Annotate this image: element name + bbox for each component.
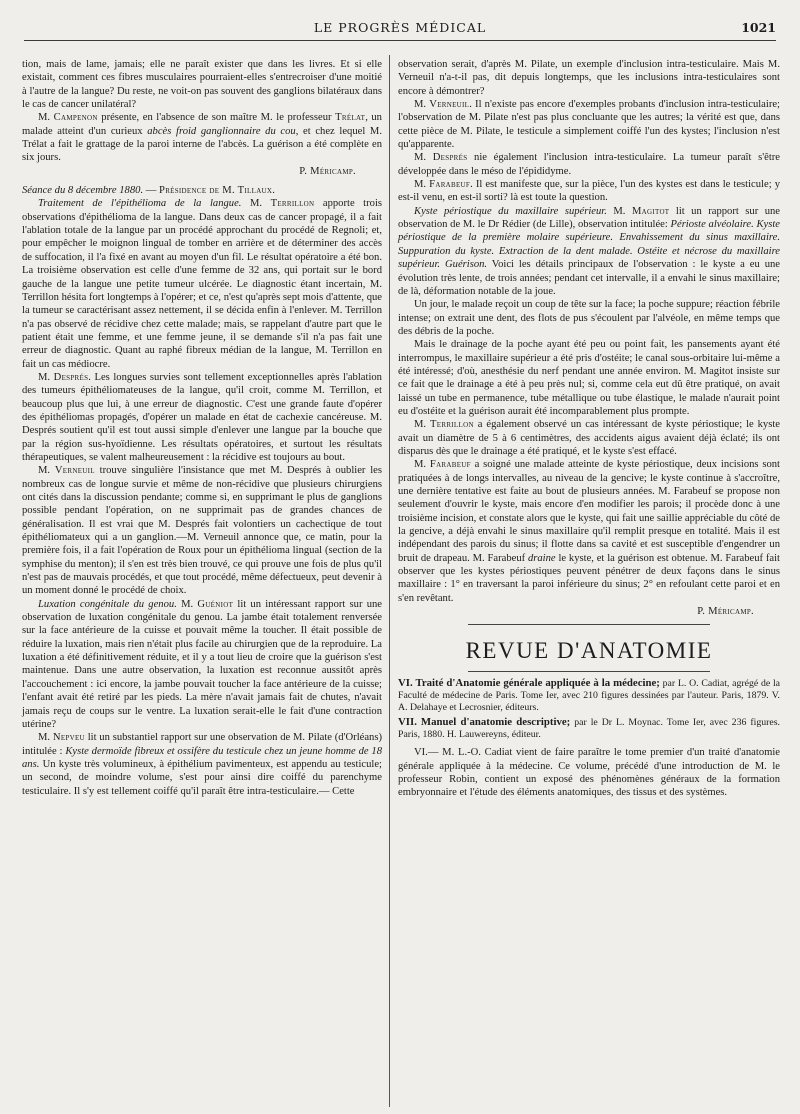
session-heading: Séance du 8 décembre 1880. — Présidence de M. Tillaux.: [22, 185, 276, 197]
left-column: [22, 58, 382, 798]
paragraph: M. Verneuil. Il n'existe pas encore d'exemples probants d'inclusion intra-testiculaire; l'observation de M. Pilate n'est pas plus concluante que les autres; la vérité est que, dans cette pièce de M. Pilate, le testicule a simplement coiffé l'un des kystes; l'inclusion n'est qu'apparente.: [398, 99, 781, 151]
paragraph: M. Terrillon a également observé un cas intéressant de kyste périostique; le kyste avait un diamètre de 5 à 6 centimètres, des accidents aigus avaient déjà éclaté; ils ont disparus dès que le drainage a été pratiqué, et le kyste s'est effacé.: [398, 419, 780, 457]
author-name: Després: [53, 371, 89, 383]
bibliography-entry: VI. Traité d'Anatomie générale appliquée à la médecine; par L. O. Cadiat, agrégé de la Faculté de médecine de Paris. Tome Ier, avec 210 figures dessinées par l'auteur. Paris, 1879. V. A. Delahaye et Lecrosnier, éditeurs.: [398, 677, 781, 714]
paragraph: M. Nepveu lit un substantiel rapport sur une observation de M. Pilate (d'Orléans) intitulée : Kyste dermoïde fibreux et ossifère du testicule chez un jeune homme de 18 ans. Un kyste très volumineux, à épithélium pavimenteux, est appendu au testicule; un second, de moindre volume, s'est pour ainsi dire coiffé du parenchyme testiculaire. Il s'y est tellement coiffé qu'il paraît être intra-testiculaire.— Cette: [22, 732, 382, 797]
section-title: REVUE D'ANATOMIE: [465, 638, 713, 664]
paragraph: Luxation congénitale du genou. M. Guéniot lit un intéressant rapport sur une observation de luxation congénitale du genou. La jambe était totalement renversée sur la face antérieure de la cuisse et pouvait même la toucher. Il était possible de réduire la luxation, mais rien n'était plus facile au chirurgien que de la reproduire. La luxation a été définitivement réduite, et il y a tout lieu de croire que la guérison s'est maintenue. Dans une autre observation, la luxation est reconnue aussitôt après l'accouchement : ici encore, la jambe pouvait toucher la face antérieure de la cuisse; l'enfant avait été retiré par les pieds. La mère n'avait jamais fait de chutes, n'avait jamais reçu de coups sur le ventre. La luxation serait-elle le fait d'une contraction utérine?: [22, 598, 382, 730]
author-name: Verneuil: [54, 465, 95, 477]
author-name: Després: [432, 152, 468, 164]
paragraph: VI.— M. L.-O. Cadiat vient de faire paraître le tome premier d'un traité d'anatomie générale appliquée à la médecine. Ce volume, précédé d'une introduction de M. le professeur Robin, contient un exposé des phénomènes généraux de la formation embryonnaire et l'étude des éléments anatomiques, des tissus et des systèmes.: [398, 747, 780, 799]
author-name: Farabeuf: [429, 179, 471, 191]
paragraph: M. Campenon présente, en l'absence de son maître M. le professeur Trélat, un malade atteint d'un curieux abcès froid ganglionnaire du cou, et chez lequel M. Trélat a fait le grattage de la paroi interne de l'abcès. La guérison a été complète en six jours.: [22, 112, 382, 164]
paragraph: tion, mais de lame, jamais; elle ne paraît exister que dans les livres. Et si elle existait, comment ces fibres musculaires pourraient-elles s'entrecroiser d'une moitié à l'autre de la langue? Du reste, ne voit-on pas souvent des ganglions bilatéraux dans le cas de cancer unilatéral?: [22, 59, 382, 111]
paragraph: M. Farabeuf a soigné une malade atteinte de kyste périostique, deux incisions sont pratiquées à de longs intervalles, au niveau de la gencive; le kyste continue à s'accroître, une dernière tentative est faite au bout de plusieurs années. M. Farabeuf se propose non seulement d'ouvrir le kyste, mais encore d'en modifier les parois; il procède donc à une troisième incision, et constate alors que le kyste, qui fait une saillie appréciable du côté de la gencive, a déjà envahi le sinus maxillaire qu'il remplit presque en totalité. Mais il est indépendant des parois du sinus; il flotte dans sa cavité et est susceptible d'engendrer un bruit de drapeau. M. Farabeuf draine le kyste, et la guérison est obtenue. M. Farabeuf fait observer que les kystes périostiques peuvent pénétrer de deux façons dans le sinus maxillaire : 1° en traversant la paroi inférieure du sinus; 2° en refoulant cette paroi et en s'en revêtant.: [398, 459, 780, 604]
page-header: [24, 18, 776, 41]
page-number: 1021: [741, 20, 776, 35]
section-rule: [468, 624, 710, 625]
paragraph: observation serait, d'après M. Pilate, un exemple d'inclusion intra-testiculaire. Mais M. Verneuil n'a-t-il pas, dit depuis longtemps, que les inclusions intra-testiculaires sont encore à démontrer?: [398, 59, 780, 97]
author-name: Magitot: [631, 205, 670, 217]
author-name: Terrillon: [430, 419, 474, 431]
paragraph: M. Farabeuf. Il est manifeste que, sur la pièce, l'un des kystes est dans le testicule; y est-il venu, en est-il sorti? là est toute la question.: [398, 179, 780, 204]
section-rule: [468, 671, 710, 672]
signature: P. Méricamp.: [697, 606, 754, 618]
paragraph: M. Verneuil trouve singulière l'insistance que met M. Després à oublier les nombreux cas de longue survie et même de non-récidive que plusieurs chirurgiens ont cités dans la discussion pendante; comme si, en supprimant le plus de ganglions possible pendant l'opération, on ne supprimait pas de grandes chances de généralisation. Il est vrai que M. Després fait volontiers un cachectique de tout épithéliomateux qui a un ganglion.—M. Verneuil annonce que, ce matin, pour la première fois, il a fait l'opération de Roux pour un épithélioma lingual (section de la symphise du menton); il s'en est très bien trouvé, ce qui prouve une fois de plus qu'il n'est pas de mauvais procédés, et que tout procédé, même défectueux, peut devenir à un moment donné le procédé de choix.: [22, 465, 382, 597]
paragraph: M. Després. Les longues survies sont tellement exceptionnelles après l'ablation des tumeurs épithéliomateuses de la langue, qu'il croit, comme M. Terrillon, et beaucoup plus que lui, à une erreur de diagnostic. C'est une grande faute d'opérer des épithéliomas propagés, d'opérer un malade en état de cachexie cancéreuse. M. Després soutient qu'il est tout aussi simple d'enlever une langue par la bouche que par la région sus-hyoïdienne. Les résultats opératoires, et surtout les résultats thérapeutiques, se valent malheureusement : la récidive est toujours au bout.: [22, 371, 382, 463]
author-name: Campenon: [53, 112, 98, 124]
signature: P. Méricamp.: [299, 165, 356, 177]
author-name: Nepveu: [52, 732, 85, 744]
author-name: Guéniot: [197, 598, 234, 610]
paragraph: Un jour, le malade reçoit un coup de tête sur la face; la poche suppure; réaction fébrile intense; on extrait une dent, des flots de pus s'écoulent par l'alvéole, en même temps que des débris de la poche.: [398, 299, 780, 337]
bibliography-entry: VII. Manuel d'anatomie descriptive; par le Dr L. Moynac. Tome Ier, avec 236 figures. Paris, 1880. H. Lauwereyns, éditeur.: [398, 715, 780, 740]
right-column: [398, 58, 780, 800]
paragraph: Kyste périostique du maxillaire supérieur. M. Magitot lit un rapport sur une observation de M. le Dr Rédier (de Lille), observation intitulée: Périoste alvéolaire. Kyste périostique de la première molaire supérieure. Envahissement du sinus maxillaire. Suppuration du kyste. Extraction de la dent malade. Ostéite et nécrose du maxillaire supérieur. Guérison. Voici les détails principaux de l'observation : le kyste a eu une évolution très lente, de trois années; pendant cet intervalle, il a envahi le sinus maxillaire; de là, déformation notable de la joue.: [398, 205, 781, 297]
author-name: Verneuil: [429, 99, 470, 111]
column-divider: [389, 55, 390, 1107]
paragraph: Traitement de l'épithélioma de la langue. M. Terrillon apporte trois observations d'épithélioma de la langue. Dans deux cas de cancer propagé, il a fait l'ablation totale de la langue par un procédé approchant du procédé de Regnoli; et, pour empêcher le moignon lingual de tomber en arrière et de déterminer des accès de suffocation, il l'a fixé en avant au moyen d'un fil. Le résultat opératoire a été bon. La troisième observation est celle d'une femme de 32 ans, qui portait sur le bord gauche de la langue une petite tumeur ulcérée. Le diagnostic étant incertain, M. Terrillon hésita fort longtemps à l'opérer; et ce, n'est qu'après sept mois d'attente, que la tumeur se caractérisant assez nettement, il se décida enfin à l'enlever. M. Terrillon n'a pas observé de récidive chez cette malade; mais, se rappelant d'autre part que le patient était une femme, et une femme jeune, il se demande s'il n'a pas fait une erreur de diagnostic. Quant au raphé fibreux médian de la langue, M. Terrillon en fait un cas médiocre.: [22, 198, 383, 370]
running-title: LE PROGRÈS MÉDICAL: [313, 20, 487, 35]
author-name: Trélat: [335, 112, 366, 124]
author-name: Terrillon: [270, 198, 315, 210]
paragraph: Mais le drainage de la poche ayant été peu ou point fait, les pansements ayant été interrompus, le maxillaire supérieur a été pris d'ostéite; le canal sous-orbitaire lui-même a été intéressé; d'où, anesthésie du nerf pendant une année environ. M. Magitot insiste sur ce fait que le drainage a été à peu près nul; si, comme cela eut dû être pratiqué, on avait laissé un tube en permanence, tube métallique ou tube élastique, le malade n'aurait point eu d'ostéite et la guérison aurait été incomparablement plus prompte.: [398, 339, 780, 417]
author-name: Farabeuf: [429, 459, 471, 471]
paragraph: M. Després nie également l'inclusion intra-testiculaire. La tumeur paraît s'être développée dans le méso de l'épididyme.: [398, 152, 781, 177]
